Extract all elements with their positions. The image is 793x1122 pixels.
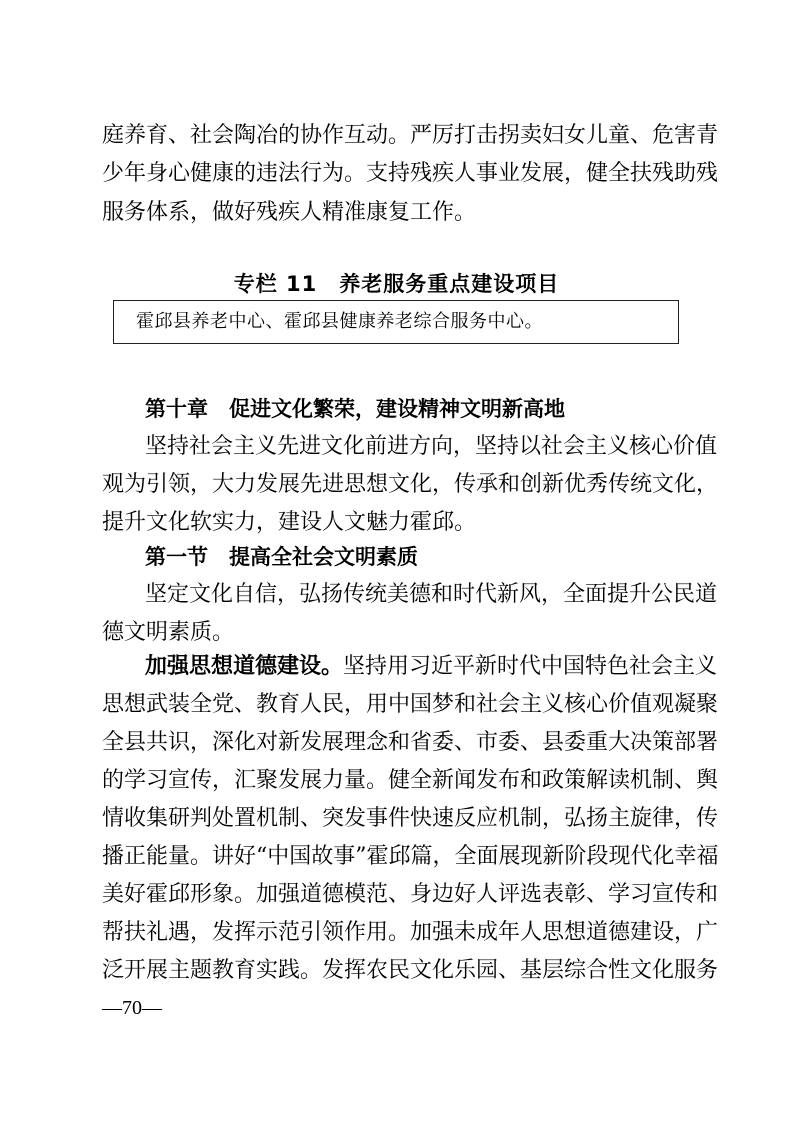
moral-line-7: 美好霍邱形象。加强道德模范、身边好人评选表彰、学习宣传和	[102, 882, 719, 907]
box-title: 专栏 11 养老服务重点建设项目	[233, 272, 560, 296]
moral-first-rest: 坚持用习近平新时代中国特色社会主义	[343, 654, 718, 679]
intro-line-3: 服务体系，做好残疾人精准康复工作。	[102, 200, 477, 225]
moral-line-2: 思想武装全党、教育人民，用中国梦和社会主义核心价值观凝聚	[102, 692, 719, 717]
section-line-2: 德文明素质。	[102, 620, 235, 645]
moral-line-4: 的学习宣传，汇聚发展力量。健全新闻发布和政策解读机制、舆	[102, 768, 719, 793]
project-box	[113, 300, 679, 344]
moral-line-1	[145, 652, 718, 682]
chapter-line-3: 提升文化软实力，建设人文魅力霍邱。	[102, 510, 477, 535]
moral-line-5: 情收集研判处置机制、突发事件快速反应机制，弘扬主旋律，传	[102, 806, 719, 831]
moral-line-8: 帮扶礼遇，发挥示范引领作用。加强未成年人思想道德建设，广	[102, 920, 719, 945]
chapter-heading: 第十章 促进文化繁荣，建设精神文明新高地	[145, 397, 565, 421]
section-heading: 第一节 提高全社会文明素质	[145, 545, 418, 569]
chapter-line-1: 坚持社会主义先进文化前进方向，坚持以社会主义核心价值	[145, 434, 718, 459]
moral-line-6: 播正能量。讲好“中国故事”霍邱篇，全面展现新阶段现代化幸福	[102, 844, 719, 869]
moral-line-3: 全县共识，深化对新发展理念和省委、市委、县委重大决策部署	[102, 730, 719, 755]
chapter-line-2: 观为引领，大力发展先进思想文化，传承和创新优秀传统文化，	[102, 472, 719, 497]
box-content: 霍邱县养老中心、霍邱县健康养老综合服务中心。	[136, 311, 543, 332]
intro-line-1: 庭养育、社会陶冶的协作互动。严厉打击拐卖妇女儿童、危害青	[102, 123, 719, 148]
section-line-1: 坚定文化自信，弘扬传统美德和时代新风，全面提升公民道	[145, 582, 718, 607]
moral-line-9: 泛开展主题教育实践。发挥农民文化乐园、基层综合性文化服务	[102, 958, 719, 983]
page-number: —70—	[102, 997, 162, 1019]
intro-line-2: 少年身心健康的违法行为。支持残疾人事业发展，健全扶残助残	[102, 161, 719, 186]
moral-lead: 加强思想道德建设。	[145, 654, 344, 679]
